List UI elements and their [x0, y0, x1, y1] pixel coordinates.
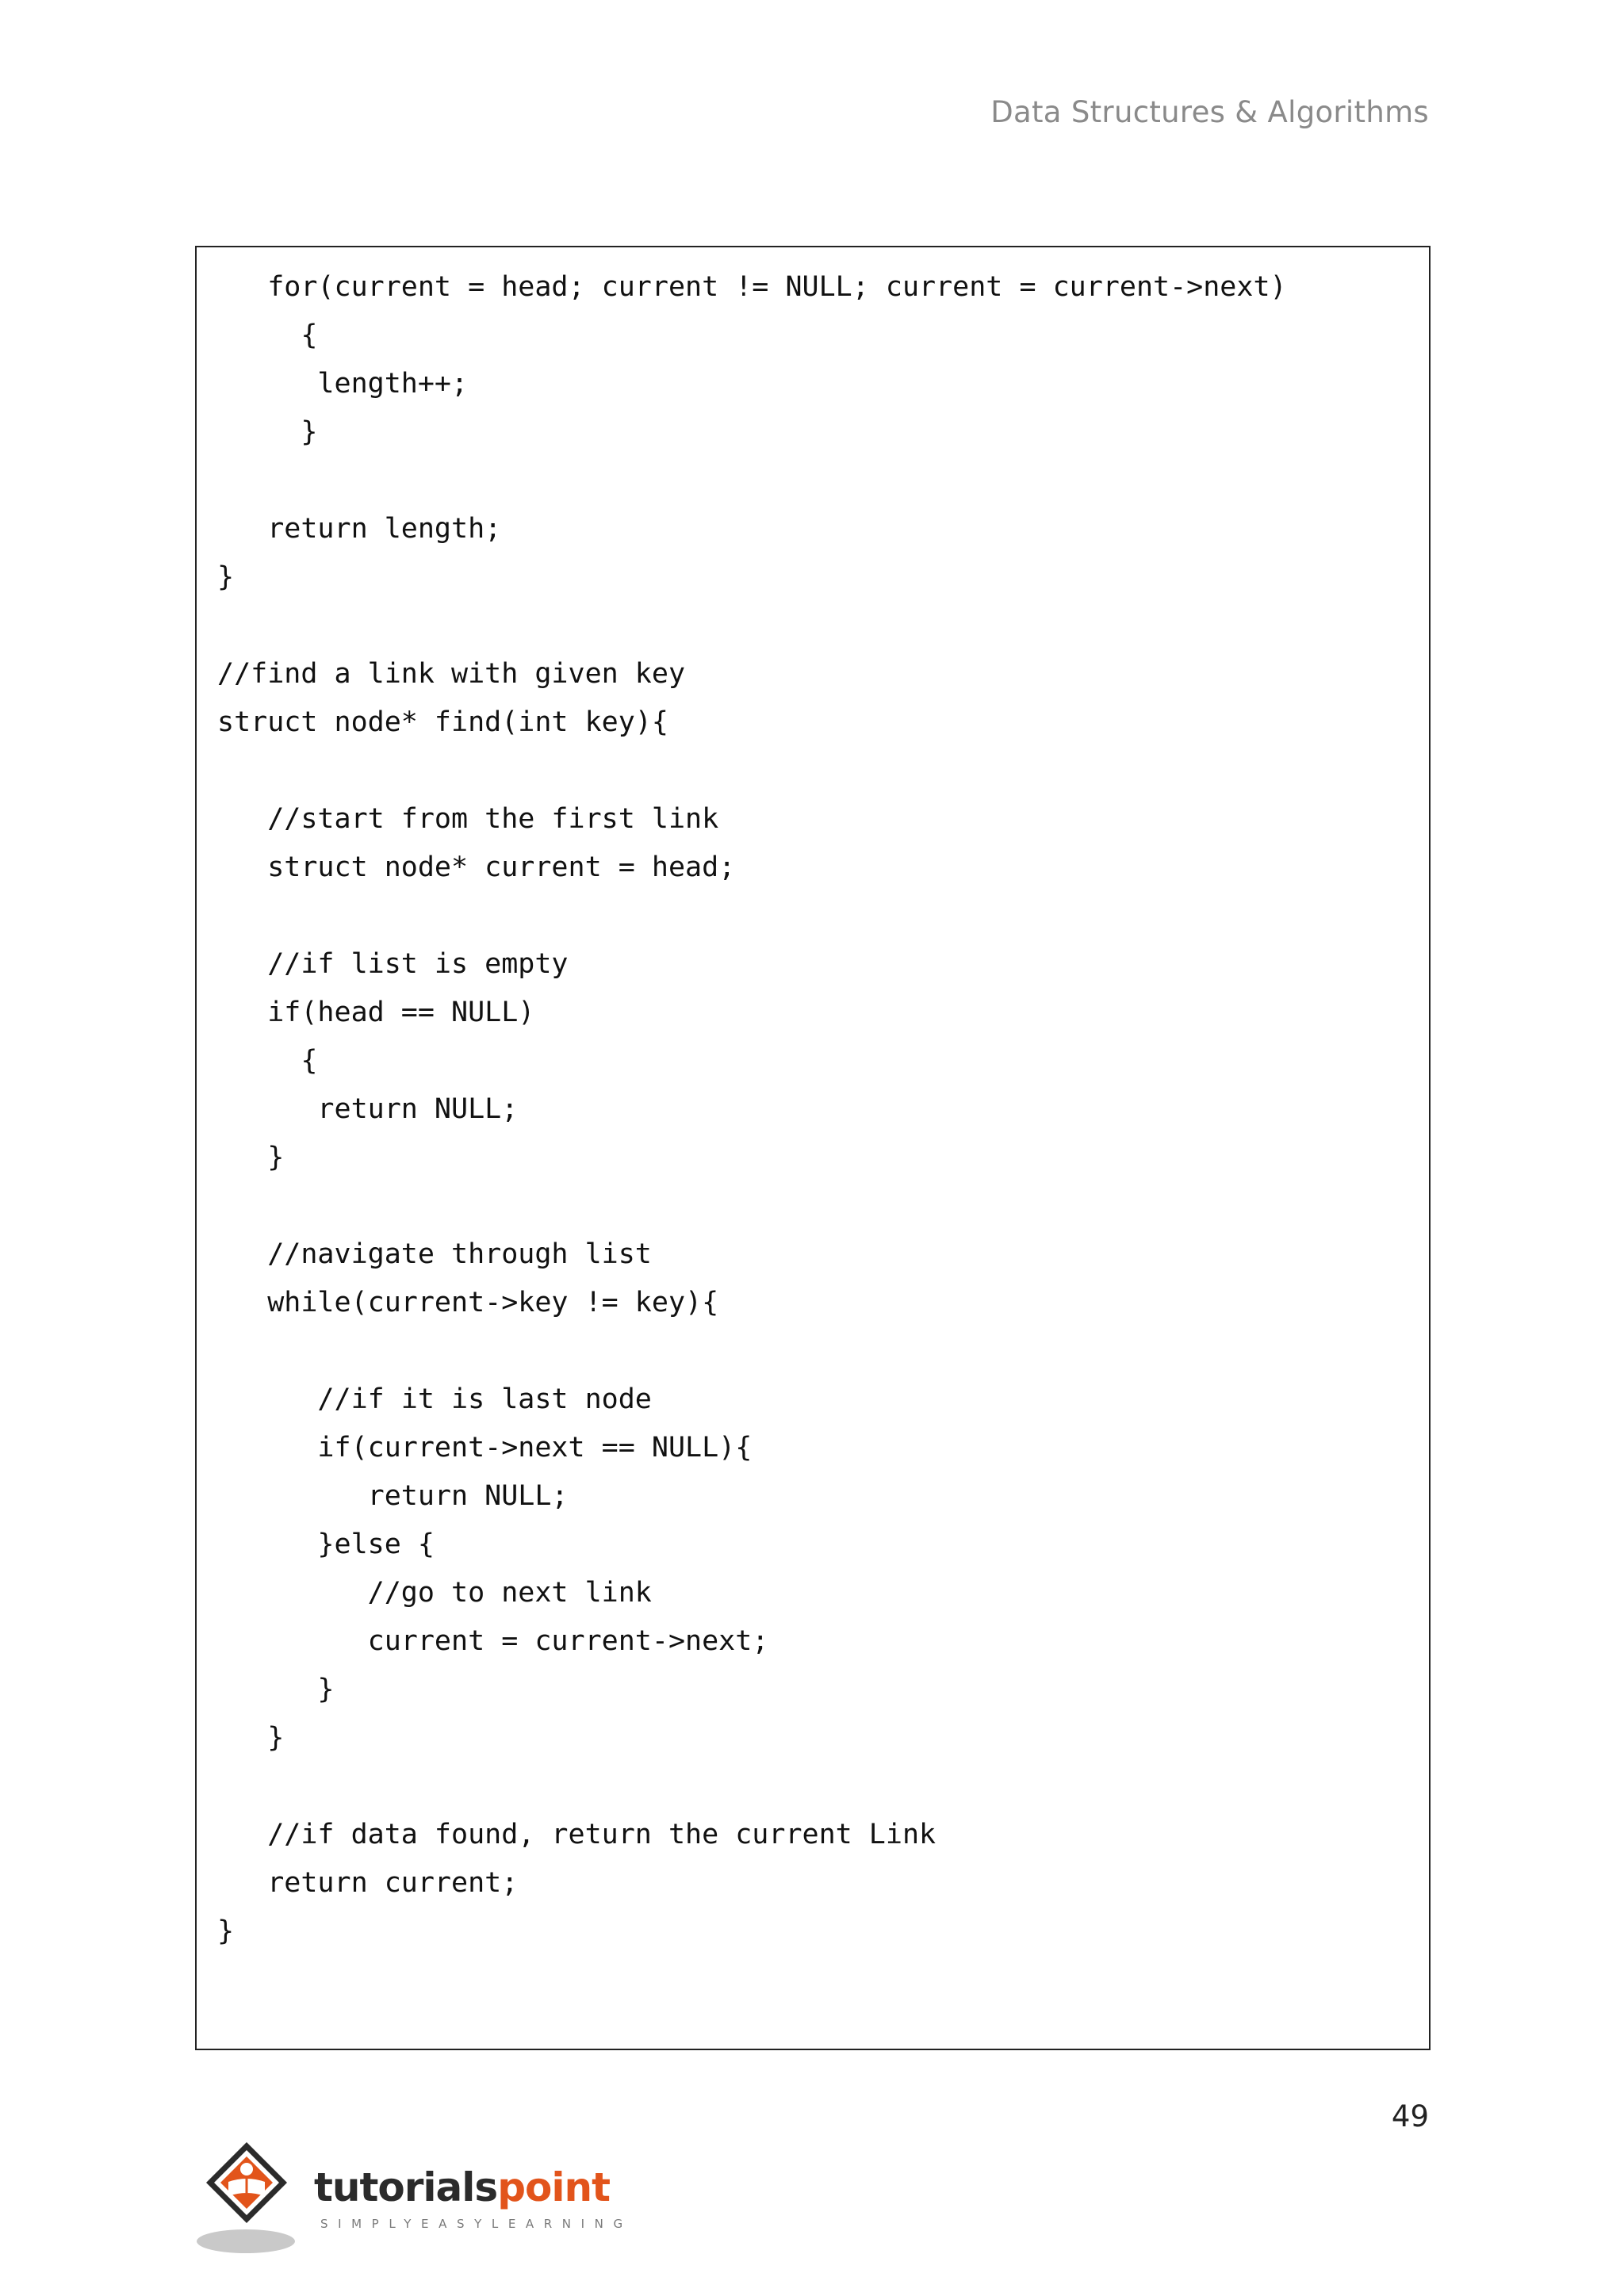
code-line: }	[217, 1674, 335, 1705]
code-lines	[217, 263, 1287, 1956]
code-line: current = current->next;	[217, 1625, 769, 1657]
code-line	[217, 1762, 1287, 1811]
code-line: struct node* find(int key){	[217, 706, 668, 738]
code-line: //go to next link	[217, 1577, 652, 1609]
logo-word-part2: point	[497, 2164, 610, 2210]
logo-wordmark	[314, 2164, 610, 2210]
logo-shadow	[197, 2229, 295, 2253]
code-line: }else {	[217, 1529, 435, 1560]
code-line: //navigate through list	[217, 1238, 652, 1270]
code-line	[217, 602, 1287, 650]
code-line: length++;	[217, 368, 469, 400]
code-line: return length;	[217, 513, 502, 545]
code-line: for(current = head; current != NULL; current = current->next)	[217, 271, 1287, 303]
code-block	[195, 246, 1431, 2050]
code-line	[217, 1327, 1287, 1376]
code-line: //if data found, return the current Link	[217, 1819, 936, 1850]
code-line: struct node* current = head;	[217, 851, 736, 883]
code-line: {	[217, 1045, 318, 1077]
code-line: return NULL;	[217, 1093, 519, 1125]
code-line: if(head == NULL)	[217, 997, 535, 1028]
code-line: return NULL;	[217, 1480, 569, 1512]
code-line: //start from the first link	[217, 803, 719, 835]
code-line: //find a link with given key	[217, 658, 686, 690]
code-line: return current;	[217, 1867, 519, 1899]
code-line: }	[217, 1142, 285, 1173]
running-header-title: Data Structures & Algorithms	[990, 95, 1429, 129]
code-line: //if list is empty	[217, 948, 569, 980]
logo-word-part1: tutorials	[314, 2164, 498, 2210]
code-line	[217, 747, 1287, 795]
code-line	[217, 1182, 1287, 1230]
tutorialspoint-logo	[193, 2130, 638, 2264]
page-number: 49	[1391, 2099, 1429, 2133]
code-line: //if it is last node	[217, 1383, 652, 1415]
code-line: }	[217, 1915, 235, 1947]
code-line	[217, 892, 1287, 940]
code-line: }	[217, 1722, 285, 1754]
code-line	[217, 457, 1287, 505]
code-line: while(current->key != key){	[217, 1287, 719, 1318]
code-line: if(current->next == NULL){	[217, 1432, 753, 1464]
code-line: }	[217, 561, 235, 593]
code-line: }	[217, 416, 318, 448]
logo-tagline: SIMPLYEASYLEARNING	[320, 2217, 633, 2231]
code-line: {	[217, 320, 318, 351]
logo-diamond-icon	[205, 2141, 289, 2225]
